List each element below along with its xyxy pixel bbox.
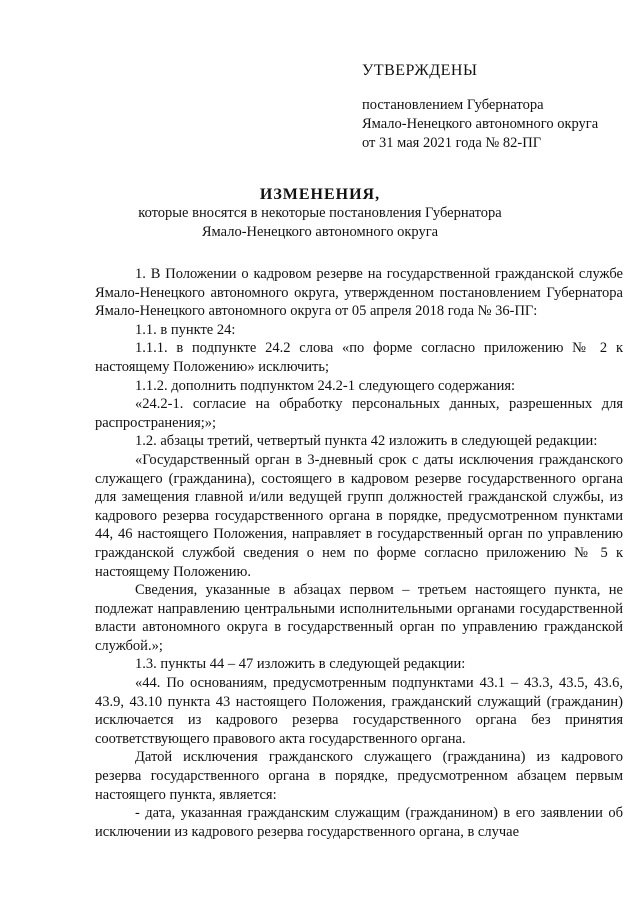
document-body — [95, 265, 623, 841]
paragraph: 1.2. абзацы третий, четвертый пункта 42 изложить в следующей редакции: — [135, 433, 598, 450]
approval-line: постановлением Губернатора — [362, 97, 544, 113]
approval-line: Ямало-Ненецкого автономного округа — [362, 116, 599, 132]
paragraph: 1.3. пункты 44 – 47 изложить в следующей редакции: — [135, 656, 466, 673]
document-heading: ИЗМЕНЕНИЯ, — [259, 186, 381, 203]
paragraph: Сведения, указанные в абзацах первом – третьем настоящего пункта, не подлежат направлению центральными исполнительными органами государственной власти автономного округа в государственный орган по управлению гражданской службой.»; — [95, 582, 623, 654]
paragraph: Датой исключения гражданского служащего (гражданина) из кадрового резерва государственного органа в порядке, предусмотренном абзацем первым настоящего пункта, является: — [95, 749, 623, 803]
paragraph: «44. По основаниям, предусмотренным подпунктами 43.1 – 43.3, 43.5, 43.6, 43.9, 43.10 пункта 43 настоящего Положения, гражданский служащий (гражданин) исключается из кадрового резерва государственного органа без принятия соответствующего правового акта государственного органа. — [95, 675, 623, 747]
paragraph: 1.1.1. в подпункте 24.2 слова «по форме согласно приложению № 2 к настоящему Положению» исключить; — [95, 340, 623, 375]
approval-line: от 31 мая 2021 года № 82-ПГ — [362, 135, 542, 151]
subheading-line: которые вносятся в некоторые постановления Губернатора — [138, 205, 502, 221]
paragraph: 1.1. в пункте 24: — [135, 321, 236, 338]
document-subheading — [0, 204, 640, 242]
subheading-line: Ямало-Ненецкого автономного округа — [201, 224, 439, 240]
paragraph: «Государственный орган в 3-дневный срок с даты исключения гражданского служащего (гражданина), состоящего в кадровом резерве государственного органа для замещения главной и/или ведущей групп должностей гражданской службы, из кадрового резерва государственного органа в порядке, предусмотренном пунктами 44, 46 настоящего Положения, направляет в государственный орган по управлению гражданской службой сведения о нем по форме согласно приложению № 5 к настоящему Положению. — [95, 451, 623, 580]
paragraph: 1.1.2. дополнить подпунктом 24.2-1 следующего содержания: — [135, 377, 516, 394]
paragraph: «24.2-1. согласие на обработку персональных данных, разрешенных для распространения;»; — [95, 396, 623, 431]
approval-reference — [362, 96, 598, 153]
paragraph: - дата, указанная гражданским служащим (гражданином) в его заявлении об исключении из кадрового резерва государственного органа, в случае — [95, 805, 623, 840]
approval-title: УТВЕРЖДЕНЫ — [362, 62, 478, 79]
paragraph: 1. В Положении о кадровом резерве на государственной гражданской службе Ямало-Ненецкого автономного округа, утвержденном постановлением Губернатора Ямало-Ненецкого автономного округа от 05 апреля 2018 года № 36-ПГ: — [95, 266, 623, 320]
